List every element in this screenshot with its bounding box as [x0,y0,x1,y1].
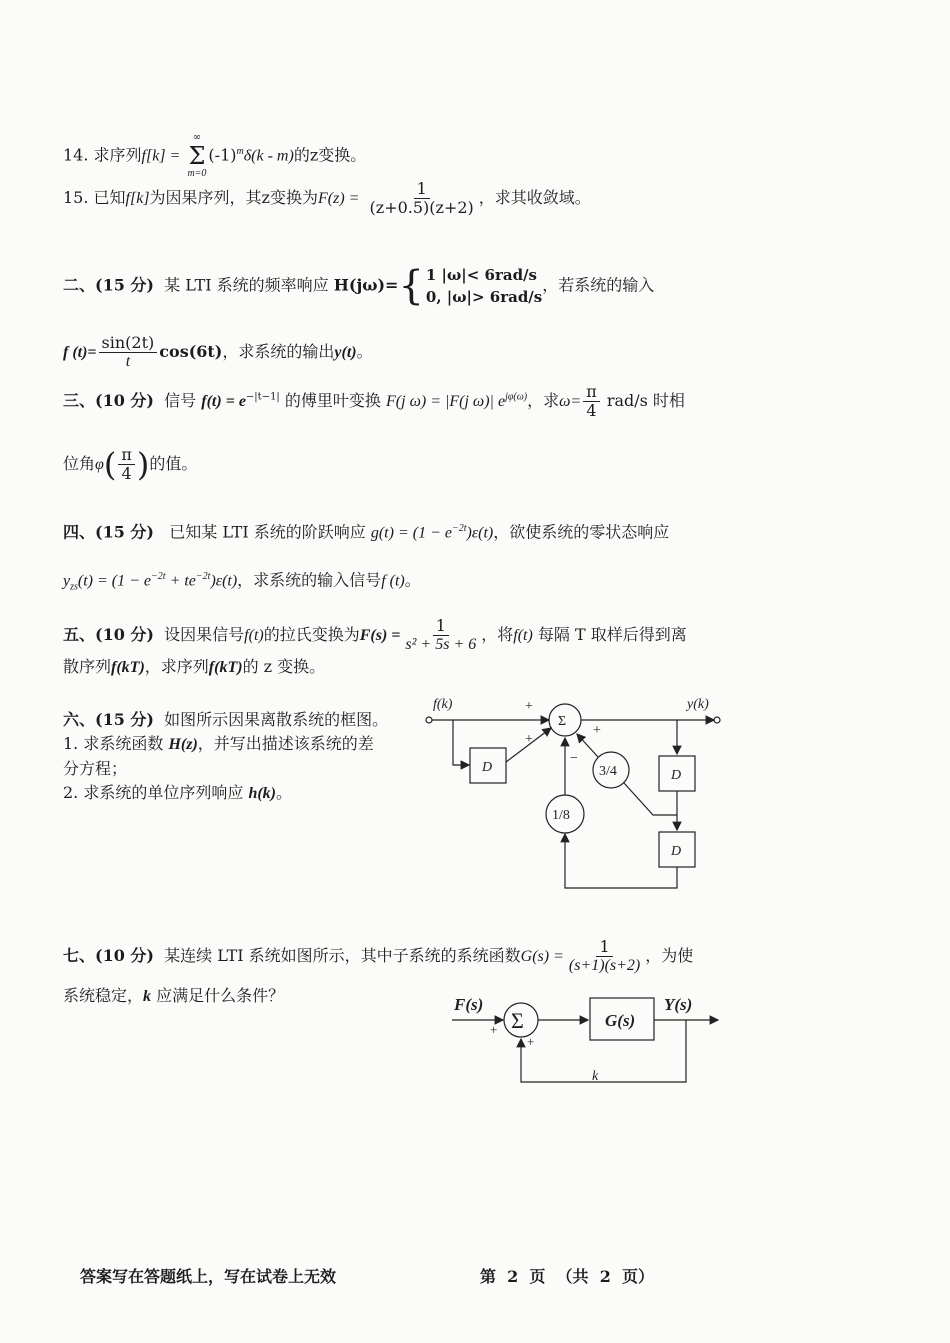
s4-head: 四、(15 分) [63,522,154,542]
s2-frac-num: sin(2t) [99,334,158,353]
s3-expr-b: F(j ω) = |F(j ω)| e [386,393,506,410]
s4-expr-b-sub: zs [70,581,78,593]
s3-expr-a: f(t) = e [201,393,246,410]
problem-14 [63,132,366,180]
s5-fraction [402,617,479,654]
section-2-line-1 [63,264,654,308]
s2-text-a: 某 LTI 系统的频率响应 [164,275,329,295]
p15-text-c: ，求其收敛域。 [478,188,591,207]
p15-text-b: 为因果序列，其z变换为 [149,188,318,207]
s4-text-a: 已知某 LTI 系统的阶跃响应 [169,522,366,542]
s4-expr-b-sup: −2t [151,571,166,582]
section-4-line-1 [63,518,669,544]
s6-text-a: 如图所示因果离散系统的框图。 [164,710,389,729]
p14-expr-c: δ(k - m) [243,147,294,165]
s7-frac-num: 1 [596,938,612,957]
s5-expr-b: F(s) = [359,627,401,644]
p14-sum-bottom: m=0 [187,168,207,179]
p15-frac-den: (z+0.5)(z+2) [369,198,474,217]
s3-phi-fraction [118,446,135,483]
d6-delay-1-label: D [482,760,493,775]
section-3-line-2: 位角φ( $\frac{\pi}{4}$ )的值。 [63,445,198,484]
s6-line3-b: 。 [276,783,293,802]
d7-plus-b: + [527,1034,535,1049]
s3-fraction [583,383,600,420]
s3-frac-num: π [583,383,600,402]
d6-plus-c: + [593,723,601,738]
s3-text-c: ，求 [527,391,560,410]
s7-text-d: 应满足什么条件？ [156,986,285,1005]
p14-sum-sign: Σ [188,142,206,170]
d7-gain-label: k [592,1069,599,1084]
p15-frac-num: 1 [414,180,430,199]
s2-case-2: 0, |ω|> 6rad/s [425,288,543,306]
s2-expr-a: H(jω)= [333,275,399,295]
p14-expr-a: f[k] = [141,147,181,165]
s5-expr-a: f(t) [244,627,264,644]
s3-phi-frac-den: 4 [121,464,132,483]
problem-15 [63,180,591,217]
d7-sum-symbol: Σ [511,1008,524,1033]
s3-text-a: 信号 [164,391,197,410]
p15-expr-a: f[k] [125,190,150,207]
s2-head: 二、(15 分) [63,275,154,295]
s3-text-b: 的傅里叶变换 [284,391,381,410]
section-4-line-2 [63,566,421,599]
s5-text-c: ，将 [481,625,514,644]
s6-line2: 分方程； [63,759,128,778]
s6-line3-a: 2. 求系统的单位序列响应 [63,783,244,802]
section-5-line-2 [63,656,325,679]
d6-gain-b-label: 1/8 [552,808,570,823]
s4-text-c: ，求系统的输入信号 [237,570,382,590]
s2-fraction [99,334,158,371]
diagram-6-block-diagram [415,690,735,895]
p14-expr-b: (-1) [208,145,237,165]
s4-expr-a: g(t) = (1 − e [370,524,452,542]
s5-text-f: ，求序列 [144,657,209,676]
s7-expr-a: G(s) = [520,948,564,965]
s4-expr-c: f (t) [381,572,405,590]
s5-head: 五、(10 分) [63,625,154,644]
s6-line3-expr: h(k) [248,785,277,802]
s4-expr-a-sup: −2t [451,523,467,534]
section-2-line-2 [63,334,373,371]
s7-expr-k: k [143,988,152,1005]
s5-frac-den: s² + 5s + 6 [405,636,477,653]
s5-text-a: 设因果信号 [164,625,245,644]
p14-expr-b-sup: m [236,146,244,158]
p15-fraction [367,180,477,217]
d6-gain-a-label: 3/4 [599,764,617,779]
s5-expr-e: f(kT) [111,659,145,676]
p14-sum-top: ∞ [192,132,202,143]
s6-line1-expr: H(z) [168,736,198,753]
d6-input-node [426,717,432,723]
footer-page-number: 第 2 页 （共 2 页） [480,1267,654,1286]
p15-expr-b: F(z) = [317,190,360,207]
s2-cases: { 1 |ω|< 6rad/s 0, |ω|> 6rad/s [398,263,543,309]
d6-delay-3-label: D [671,844,682,859]
p14-text-b: 的z变换。 [293,145,367,165]
s5-expr-f: f(kT) [208,659,243,676]
s4-expr-b-sup2: −2t [195,571,211,582]
s2-expr-f: f (t)= [63,344,97,361]
d6-input-label: f(k) [433,697,453,712]
d6-output-node [714,717,720,723]
diagram-7-feedback-system [448,988,728,1088]
s4-expr-b4: )ε(t) [210,572,238,590]
s2-expr-y: y(t) [334,344,357,361]
s3-expr-c: ω= [559,393,582,410]
s3-head: 三、(10 分) [63,391,154,410]
s3-frac-den: 4 [586,401,597,420]
s3-expr-b-sup: jφ(ω) [505,391,528,403]
p14-summation [187,132,206,180]
s7-text-a: 某连续 LTI 系统如图所示，其中子系统的系统函数 [164,946,521,965]
s3-expr-phi: φ [95,456,104,473]
s7-frac-den: (s+1)(s+2) [568,957,641,974]
d7-block-label: G(s) [605,1011,636,1030]
footer-note: 答案写在答题纸上，写在试卷上无效 [80,1267,337,1286]
d7-plus-a: + [490,1022,498,1037]
s2-case-1: 1 |ω|< 6rad/s [425,266,538,284]
s4-text-b: ，欲使系统的零状态响应 [493,522,670,542]
s3-text-e: 位角 [63,454,96,473]
s4-expr-b2: (t) = (1 − e [77,572,152,590]
d7-output-label: Y(s) [664,995,693,1014]
s2-text-c: ，求系统的输出 [222,342,335,361]
d6-output-label: y(k) [687,697,709,712]
s7-head: 七、(10 分) [63,946,154,965]
s3-text-d: rad/s 时相 [606,391,685,410]
section-7-line-2 [63,985,284,1008]
s6-line1-b: ，并写出描述该系统的差 [197,734,374,753]
s5-text-e: 散序列 [63,657,112,676]
s7-text-c: 系统稳定， [63,986,144,1005]
d6-plus-a: + [525,699,533,714]
d6-minus: − [570,751,578,766]
section-3-line-1 [63,383,685,420]
s4-text-d: 。 [404,570,421,590]
s6-line1-a: 1. 求系统函数 [63,734,164,753]
section-5-line-1 [63,617,687,654]
s5-frac-num: 1 [433,617,449,636]
s6-head: 六、(15 分) [63,710,154,729]
p15-text-a: 15. 已知 [63,188,126,207]
d7-input-label: F(s) [454,995,484,1014]
s4-expr-b: y [63,572,71,590]
s2-text-d: 。 [356,342,373,361]
s7-fraction [566,938,643,975]
s5-expr-c: f(t) [513,627,533,644]
s4-expr-b3: + te [165,572,196,590]
s5-text-b: 的拉氏变换为 [263,625,360,644]
s2-expr-cos: cos(6t) [159,342,223,361]
s4-expr-a2: )ε(t) [466,524,494,542]
s5-text-g: 的 z 变换。 [242,657,326,676]
s5-text-d: 每隔 T 取样后得到离 [537,625,687,644]
s2-text-b: ，若系统的输入 [542,275,655,295]
s3-expr-a-sup: −|t−1| [245,391,280,403]
section-6-text [63,708,388,806]
s3-text-f: 的值。 [149,454,198,473]
d6-delay-2-label: D [671,768,682,783]
s2-frac-den: t [125,353,131,370]
d6-sum-symbol: Σ [558,714,567,729]
s7-text-b: ，为使 [645,946,694,965]
section-7-line-1 [63,938,693,975]
s3-phi-frac-num: π [118,446,135,465]
p14-text-a: 14. 求序列 [63,145,142,165]
d6-plus-b: + [525,732,533,747]
